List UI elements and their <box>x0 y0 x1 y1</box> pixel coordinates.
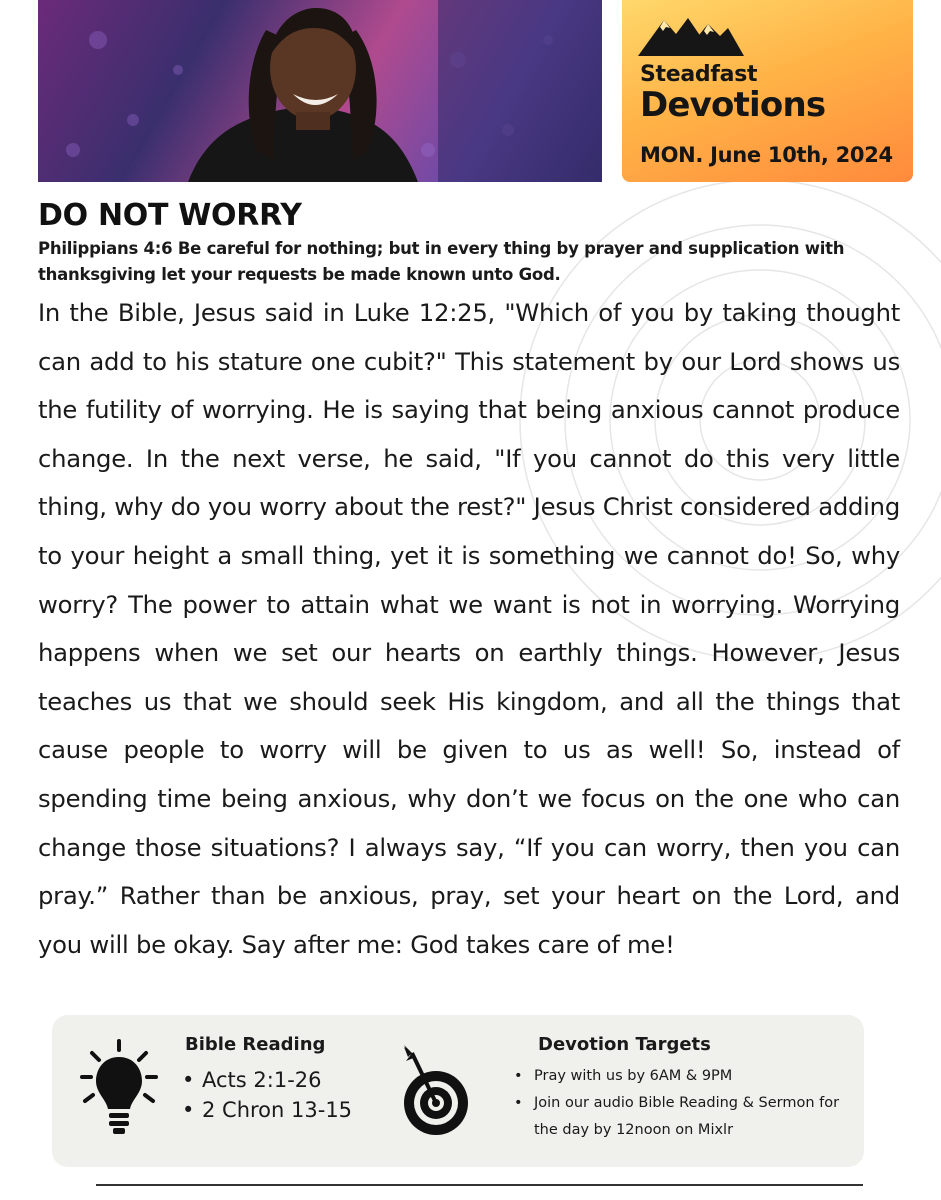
bible-reading-item: • Acts 2:1-26 <box>182 1065 352 1095</box>
devotion-title: DO NOT WORRY <box>38 198 302 233</box>
header-photo <box>38 0 602 182</box>
brand-panel <box>622 0 913 182</box>
devotion-target-item: • Pray with us by 6AM & 9PM <box>512 1063 852 1090</box>
brand-name-devotions: Devotions <box>640 85 826 125</box>
devotion-body: In the Bible, Jesus said in Luke 12:25, "Which of you by taking thought can add to his stature one cubit?" This statement by our Lord shows us the futility of worrying. He is saying that being anxious cannot produce change. In the next verse, he said, "If you cannot do this very little thing, why do you worry about the rest?" Jesus Christ considered adding to your height a small thing, yet it is something we cannot do! So, why worry? The power to attain what we want is not in worrying. Worrying happens when we set our hearts on earthly things. However, Jesus teaches us that we should seek His kingdom, and all the things that cause people to worry will be given to us as well! So, instead of spending time being anxious, why don’t we focus on the one who can change those situations? I always say, “If you can worry, then you can pray.” Rather than be anxious, pray, set your heart on the Lord, and you will be okay. Say after me: God takes care of me! <box>38 298 900 959</box>
brand-name-steadfast: Steadfast <box>640 62 758 87</box>
bottom-divider <box>96 1184 863 1186</box>
devotion-target-item: • Join our audio Bible Reading & Sermon for the day by 12noon on Mixlr <box>512 1090 852 1144</box>
devotion-targets-title: Devotion Targets <box>538 1034 711 1055</box>
footer-card <box>52 1015 864 1167</box>
devotion-date: MON. June 10th, 2024 <box>640 143 893 167</box>
bible-reading-title: Bible Reading <box>185 1034 326 1055</box>
bible-reading-item: • 2 Chron 13-15 <box>182 1095 352 1125</box>
mountain-icon <box>636 10 746 60</box>
devotion-targets-list <box>512 1063 852 1144</box>
scripture-verse: Philippians 4:6 Be careful for nothing; but in every thing by prayer and supplication with thanksgiving let your requests be made known unto God. <box>38 239 845 284</box>
lightbulb-icon <box>80 1037 158 1137</box>
bible-reading-list <box>182 1065 352 1125</box>
target-icon <box>402 1043 474 1139</box>
